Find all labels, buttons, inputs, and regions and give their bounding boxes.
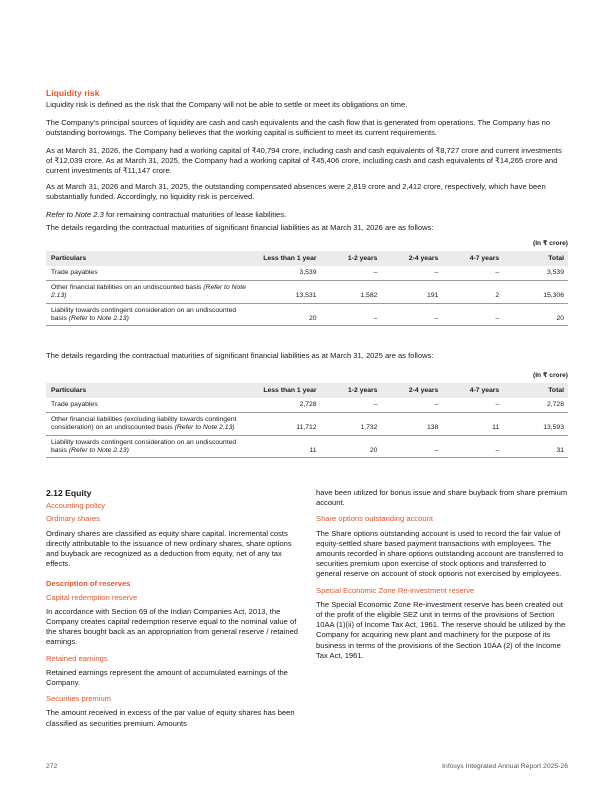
page-number: 272	[46, 763, 58, 770]
maturities-intro-2026: The details regarding the contractual maturities of significant financial liabilities as at March 31, 2026 are as follows:	[46, 223, 434, 232]
table-header-row	[46, 383, 568, 398]
table-cell: 11,712	[256, 412, 321, 435]
table-row	[46, 266, 568, 280]
unit-label: (In ₹ crore)	[533, 372, 568, 379]
ordinary-shares-heading: Ordinary shares	[46, 514, 101, 524]
table-row	[46, 398, 568, 412]
lease-reference-text: for remaining contractual maturities of lease liabilities.	[103, 210, 287, 219]
column-header: 4-7 years	[442, 383, 503, 398]
maturities-table-2026	[46, 251, 568, 326]
note-reference: (Refer to Note 2.13)	[68, 315, 129, 323]
column-header: Total	[503, 251, 568, 266]
note-reference: (Refer to Note 2.13)	[68, 447, 129, 455]
table-cell: –	[321, 303, 382, 326]
report-title: Infosys Integrated Annual Report 2025-26	[442, 763, 568, 770]
table-cell: 31	[503, 435, 568, 458]
liquidity-risk-heading: Liquidity risk	[46, 88, 100, 98]
table-cell: 138	[381, 412, 442, 435]
table-cell: –	[442, 435, 503, 458]
liquidity-sources: The Company's principal sources of liquidity are cash and cash equivalents and the cash flow that is generated from operations. The Company has no outstanding borrowings. The Company believes that the working capital is sufficient to meet its current requirements.	[46, 118, 551, 138]
column-header: Less than 1 year	[256, 383, 321, 398]
maturities-intro-2025: The details regarding the contractual maturities of significant financial liabilities as at March 31, 2025 are as follows:	[46, 351, 434, 360]
row-label	[46, 303, 256, 326]
table-cell: 20	[321, 435, 382, 458]
note-reference: (Refer to Note 2.13)	[174, 424, 235, 432]
table-cell: 2,728	[256, 398, 321, 412]
row-label	[46, 280, 256, 303]
table-cell: –	[381, 398, 442, 412]
table-cell: 3,539	[503, 266, 568, 280]
column-header: 4-7 years	[442, 251, 503, 266]
unit-label: (In ₹ crore)	[533, 240, 568, 247]
row-label	[46, 435, 256, 458]
table-cell: –	[381, 303, 442, 326]
row-label-text: Other financial liabilities (excluding liability towards contingent consideration) on an undiscounted basis	[51, 415, 237, 432]
column-header: Total	[503, 383, 568, 398]
row-label-text: Trade payables	[51, 401, 98, 409]
liquidity-definition: Liquidity risk is defined as the risk that the Company will not be able to settle or meet its obligations on time.	[46, 100, 408, 109]
working-capital-text: As at March 31, 2026, the Company had a working capital of ₹40,794 crore, including cash and cash equivalents of ₹8,727 crore and current investments of ₹12,039 crore. As at March 31, 2025, the Company had a working capital of ₹45,406 crore, including cash and cash equivalents of ₹14,265 crore and current investments of ₹11,147 crore.	[46, 146, 562, 176]
column-header: 1-2 years	[321, 251, 382, 266]
capital-redemption-text: In accordance with Section 69 of the Indian Companies Act, 2013, the Company creates capital redemption reserve equal to the nominal value of the shares bought back as an appropriation from general reserve / retained earnings.	[46, 606, 299, 647]
note-reference: (Refer to Note 2.13)	[51, 283, 246, 300]
table-row	[46, 303, 568, 326]
row-label	[46, 398, 256, 412]
lease-reference	[46, 210, 568, 220]
row-label	[46, 266, 256, 280]
share-options-text: The Share options outstanding account is used to record the fair value of equity-settled share based payment transactions with employees. The amounts recorded in share options outstanding account are transferred to securities premium upon exercise of stock options and transferred to general reserve on account of stock options not exercised by employees.	[316, 528, 564, 579]
table-cell: –	[381, 266, 442, 280]
row-label	[46, 412, 256, 435]
table-cell: 20	[256, 303, 321, 326]
share-options-heading: Share options outstanding account	[316, 514, 433, 524]
column-header: 2-4 years	[381, 251, 442, 266]
table-cell: –	[321, 398, 382, 412]
table-cell: 11	[442, 412, 503, 435]
accounting-policy-heading: Accounting policy	[46, 501, 106, 511]
column-header: Less than 1 year	[256, 251, 321, 266]
table-row	[46, 435, 568, 458]
table-cell: 15,306	[503, 280, 568, 303]
table-cell: –	[442, 303, 503, 326]
table-cell: 2	[442, 280, 503, 303]
sez-reserve-text: The Special Economic Zone Re-investment reserve has been created out of the profit of the eligible SEZ unit in terms of the provisions of Section 10AA (1)(ii) of Income Tax Act, 1961. The reserve should be utilized by the Company for acquiring new plant and machinery for the purpose of its business in terms of the provisions of the Section 10AA (2) of the Income Tax Act, 1961.	[316, 599, 566, 660]
row-label-text: Liability towards contingent consideration on an undiscounted basis	[51, 306, 237, 323]
column-header: Particulars	[46, 383, 256, 398]
compensated-absences-text: As at March 31, 2026 and March 31, 2025, the outstanding compensated absences were 2,819 crore and 2,412 crore, respectively, which have been substantially funded. Accordingly, no liquidity risk is perceived.	[46, 182, 546, 202]
table-cell: 191	[381, 280, 442, 303]
table-cell: 2,728	[503, 398, 568, 412]
equity-left-column	[46, 488, 298, 731]
table-cell: –	[381, 435, 442, 458]
table-cell: 13,593	[503, 412, 568, 435]
table-cell: 3,539	[256, 266, 321, 280]
table-cell: 20	[503, 303, 568, 326]
row-label-text: Trade payables	[51, 269, 98, 277]
capital-redemption-heading: Capital redemption reserve	[46, 592, 138, 602]
table-row	[46, 412, 568, 435]
table-cell: 1,582	[321, 280, 382, 303]
table-cell: –	[442, 398, 503, 412]
sez-reserve-heading: Special Economic Zone Re-investment reserve	[316, 585, 475, 595]
securities-premium-continued: have been utilized for bonus issue and share buyback from share premium account.	[316, 488, 568, 508]
table-row	[46, 280, 568, 303]
row-label-text: Liability towards contingent consideration on an undiscounted basis	[51, 438, 237, 455]
retained-earnings-text: Retained earnings represent the amount of accumulated earnings of the Company.	[46, 667, 288, 688]
table-header-row	[46, 251, 568, 266]
column-header: Particulars	[46, 251, 256, 266]
table-cell: 11	[256, 435, 321, 458]
table-cell: 1,732	[321, 412, 382, 435]
table-cell: 13,531	[256, 280, 321, 303]
retained-earnings-heading: Retained earnings	[46, 653, 108, 663]
note-reference: Refer to Note 2.3	[46, 210, 104, 219]
table-cell: –	[321, 266, 382, 280]
ordinary-shares-text: Ordinary shares are classified as equity share capital. Incremental costs directly attributable to the issuance of new ordinary shares, share options and buyback are recognized as a deduction from equity, net of any tax effects.	[46, 528, 292, 569]
reserves-heading: Description of reserves	[46, 579, 131, 589]
column-header: 2-4 years	[381, 383, 442, 398]
equity-right-column	[316, 488, 568, 663]
row-label-text: Other financial liabilities on an undiscounted basis	[51, 283, 204, 291]
table-cell: –	[442, 266, 503, 280]
maturities-table-2025	[46, 383, 568, 458]
securities-premium-heading: Securities premium	[46, 694, 111, 704]
column-header: 1-2 years	[321, 383, 382, 398]
equity-heading: 2.12 Equity	[46, 488, 92, 498]
securities-premium-text: The amount received in excess of the par value of equity shares has been classified as securities premium. Amounts	[46, 708, 295, 728]
